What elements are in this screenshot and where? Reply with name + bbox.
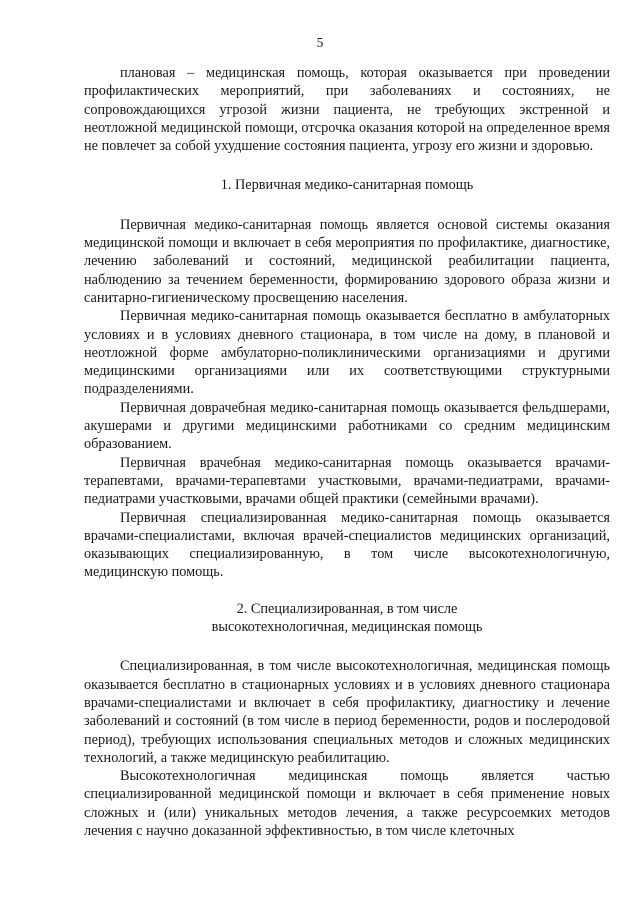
section-2-heading-line-1: 2. Специализированная, в том числе [236, 600, 458, 617]
section-1-paragraph: Первичная специализированная медико-санитарная помощь оказывается врачами-специалистами, включая врачей-специалистов медицинских организаций, оказывающих специализированную, в том числе высокотехнологичную, медицинскую помощь. [84, 509, 610, 581]
section-1-paragraph: Первичная врачебная медико-санитарная помощь оказывается врачами-терапевтами, врачами-терапевтами участковыми, врачами-педиатрами, врачами-педиатрами участковыми, врачами общей практики (семейными врачами). [84, 454, 610, 508]
section-1-heading: 1. Первичная медико-санитарная помощь [220, 177, 474, 194]
page-number: 5 [316, 35, 324, 50]
section-2-heading-line-2: высокотехнологичная, медицинская помощь [211, 619, 483, 636]
section-2-paragraph: Высокотехнологичная медицинская помощь является частью специализированной медицинской помощи и включает в себя применение новых сложных и (или) уникальных методов лечения, а также ресурсоемких методов лечения с научно доказанной эффективностью, в том числе клеточных [84, 768, 610, 839]
section-1-paragraph: Первичная медико-санитарная помощь является основой системы оказания медицинской помощи и включает в себя мероприятия по профилактике, диагностике, лечению заболеваний и состояний, медицинской реабилитации пациента, наблюдению за течением беременности, формированию здорового образа жизни и санитарно-гигиеническому просвещению населения. [84, 216, 610, 306]
intro-paragraph: плановая – медицинская помощь, которая оказывается при проведении профилактических мероприятий, при заболеваниях и состояниях, не сопровождающихся угрозой жизни пациента, не требующих экстренной и неотложной медицинской помощи, отсрочка оказания которой на определенное время не повлечет за собой ухудшение состояния пациента, угрозу его жизни и здоровью. [84, 65, 610, 155]
section-1-paragraph: Первичная доврачебная медико-санитарная помощь оказывается фельдшерами, акушерами и другими медицинскими работниками со средним медицинским образованием. [84, 399, 610, 453]
section-2-paragraph: Специализированная, в том числе высокотехнологичная, медицинская помощь оказывается бесплатно в стационарных условиях и в условиях дневного стационара врачами-специалистами и включает в себя профилактику, диагностику и лечение заболеваний и состояний (в том числе в период беременности, родов и послеродовой период), требующих использования специальных методов и сложных медицинских технологий, а также медицинскую реабилитацию. [84, 658, 610, 766]
section-1-paragraph: Первичная медико-санитарная помощь оказывается бесплатно в амбулаторных условиях и в условиях дневного стационара, в том числе на дому, в плановой и неотложной форме амбулаторно-поликлиническими организациями и другими медицинскими организациями или их соответствующими структурными подразделениями. [84, 308, 610, 398]
document-body [84, 64, 610, 840]
